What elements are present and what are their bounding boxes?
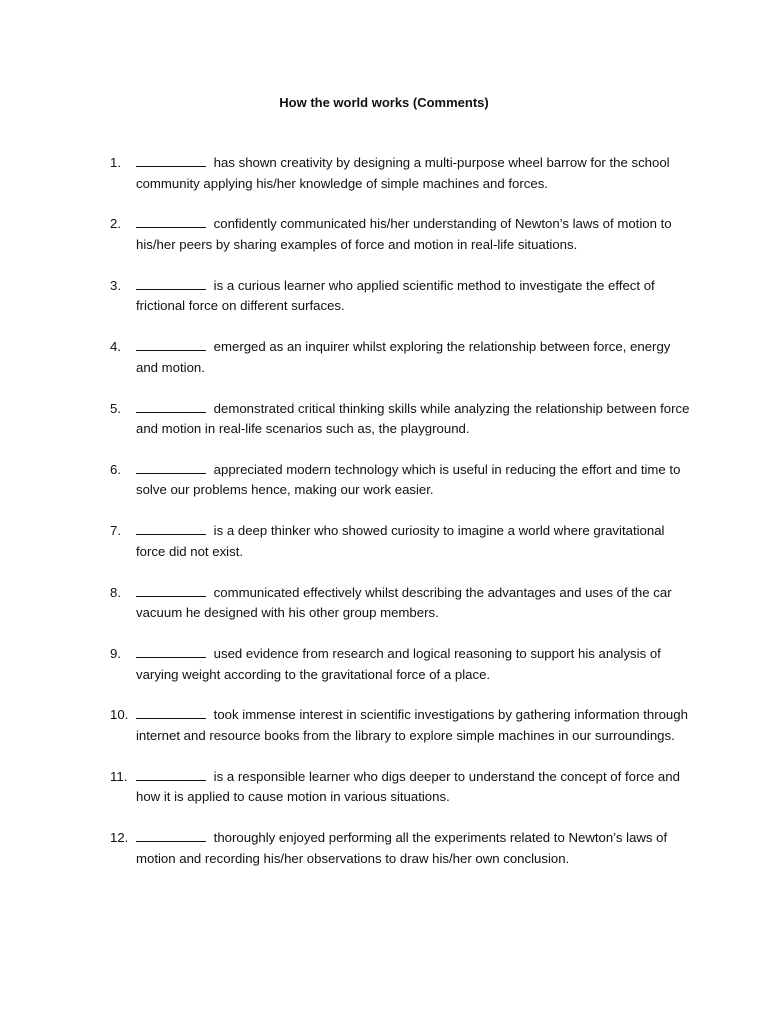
item-number: 3.: [110, 277, 121, 293]
item-number: 10.: [110, 707, 129, 723]
blank-line: [136, 645, 206, 658]
item-number: 1.: [110, 155, 121, 170]
item-text: appreciated modern technology which is useful in reducing the effort and time to solve our problems hence, making our work easier.: [136, 461, 681, 498]
item-text: thoroughly enjoyed performing all the experiments related to Newton’s laws of motion and recording his/her observations to draw his/her own conclusion.: [136, 830, 668, 866]
list-item: [110, 828, 690, 869]
list-item: [110, 276, 690, 317]
item-number: 11.: [110, 768, 128, 784]
blank-line: [136, 522, 206, 535]
blank-line: [136, 584, 206, 597]
list-item: [110, 214, 690, 255]
item-text: emerged as an inquirer whilst exploring the relationship between force, energy and motion.: [136, 339, 671, 375]
blank-line: [136, 400, 206, 413]
list-item: [110, 644, 690, 685]
item-text: has shown creativity by designing a multi-purpose wheel barrow for the school community applying his/her knowledge of simple machines and forces.: [136, 155, 670, 191]
item-number: 7.: [110, 523, 121, 539]
blank-line: [136, 706, 206, 719]
list-item: [110, 337, 690, 378]
item-number: 8.: [110, 584, 121, 600]
blank-line: [136, 338, 206, 351]
item-number: 2.: [110, 216, 121, 232]
blank-line: [136, 277, 206, 290]
item-number: 5.: [110, 400, 121, 416]
item-text: confidently communicated his/her understanding of Newton’s laws of motion to his/her peers by sharing examples of force and motion in real-life situations.: [136, 216, 672, 252]
blank-line: [136, 154, 206, 167]
item-text: demonstrated critical thinking skills while analyzing the relationship between force and motion in real-life scenarios such as, the playground.: [136, 400, 690, 437]
blank-line: [136, 461, 206, 474]
item-number: 6.: [110, 461, 121, 477]
item-number: 4.: [110, 339, 121, 355]
item-text: is a curious learner who applied scientific method to investigate the effect of frictional force on different surfaces.: [136, 277, 655, 314]
list-item: [110, 153, 690, 194]
blank-line: [136, 829, 206, 842]
blank-line: [136, 215, 206, 228]
item-number: 9.: [110, 646, 121, 661]
item-text: communicated effectively whilst describing the advantages and uses of the car vacuum he designed with his other group members.: [136, 584, 672, 621]
item-text: used evidence from research and logical reasoning to support his analysis of varying weight according to the gravitational force of a place.: [136, 646, 661, 682]
item-text: took immense interest in scientific investigations by gathering information through internet and resource books from the library to explore simple machines in our surroundings.: [136, 707, 688, 743]
list-item: [110, 460, 690, 501]
list-item: [110, 583, 690, 624]
list-item: [110, 705, 690, 746]
blank-line: [136, 768, 206, 781]
item-text: is a responsible learner who digs deeper to understand the concept of force and how it is applied to cause motion in various situations.: [136, 768, 680, 805]
list-item: [110, 767, 690, 808]
item-text: is a deep thinker who showed curiosity to imagine a world where gravitational force did not exist.: [136, 523, 665, 559]
item-number: 12.: [110, 830, 129, 846]
comments-list: [110, 153, 690, 890]
list-item: [110, 521, 690, 562]
list-item: [110, 399, 690, 440]
page-title: How the world works (Comments): [279, 95, 489, 110]
